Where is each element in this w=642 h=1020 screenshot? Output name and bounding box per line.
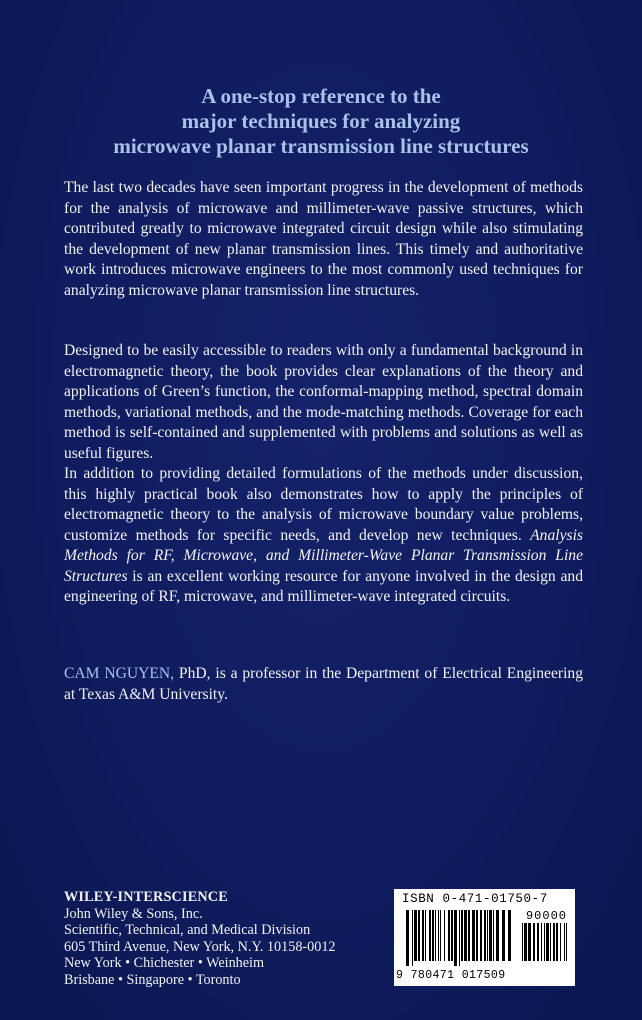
- barcode-bar: [448, 910, 450, 961]
- barcode-bar: [533, 923, 535, 961]
- barcode-bar: [440, 910, 441, 961]
- barcode-bar: [502, 910, 505, 961]
- barcode-bar: [472, 910, 475, 961]
- barcode-bar: [454, 910, 457, 966]
- barcode-bar: [444, 910, 445, 961]
- author-description: PhD, is a professor in the Department of Electrical Engineering at Texas A&M University.: [64, 665, 584, 703]
- barcode-bar: [406, 910, 409, 966]
- barcode-bar: [560, 923, 561, 961]
- cover-headline: [60, 84, 582, 159]
- barcode-bar: [461, 910, 463, 961]
- barcode-bar: [522, 923, 523, 961]
- publisher-line-2: Scientific, Technical, and Medical Division: [64, 922, 311, 939]
- barcode-bar: [489, 910, 492, 961]
- barcode-bar: [528, 923, 531, 961]
- barcode-bar: [476, 910, 478, 961]
- barcode-bar: [418, 910, 420, 961]
- barcode-bar: [414, 910, 417, 961]
- barcode-bar: [550, 923, 551, 961]
- barcode-bar: [556, 923, 558, 961]
- barcode-bar: [459, 910, 460, 966]
- publisher-line-3: 605 Third Avenue, New York, N.Y. 10158-0012: [64, 938, 336, 955]
- paragraph-text: Designed to be easily accessible to readers with only a fundamental background in electromagnetic theory, the book provides clear explanations of the theory and applications of Green’s function, the conformal-mapping method, spectral domain methods, variational methods, and the mode-matching methods. Coverage for each method is self-contained and supplemented with problems and solutions as well as useful figures.: [64, 342, 583, 462]
- barcode-bar: [553, 923, 555, 961]
- headline-line-3: microwave planar transmission line structures: [113, 134, 529, 158]
- barcode-bar: [484, 910, 486, 961]
- description-paragraph-1: [64, 178, 583, 317]
- publisher-line-5: Brisbane • Singapore • Toronto: [64, 971, 241, 988]
- barcode-bar: [546, 923, 549, 961]
- barcode-bar: [480, 910, 482, 961]
- author-bio: [64, 664, 583, 721]
- barcode-bars: [406, 910, 514, 966]
- publisher-block: [64, 889, 336, 989]
- barcode-bar: [537, 923, 539, 961]
- headline-line-2: major techniques for analyzing: [181, 109, 461, 133]
- ean-digits: 9 780471 017509: [396, 969, 506, 982]
- barcode-bar: [425, 910, 426, 961]
- barcode-bar: [566, 923, 567, 961]
- barcode-bar: [541, 923, 542, 961]
- barcode-bar: [432, 910, 434, 961]
- paragraph-text: The last two decades have seen important progress in the development of methods for the analysis of microwave and millimeter-wave passive structures, which contributed greatly to microwave integrated circuit design while also stimulating the development of new planar transmission lines. This timely and authoritative work introduces microwave engineers to the most commonly used techniques for analyzing microwave planar transmission line structures.: [64, 179, 583, 299]
- description-paragraph-2: [64, 341, 583, 480]
- bio-text: [64, 664, 583, 705]
- barcode-bar: [508, 910, 511, 961]
- headline-line-1: A one-stop reference to the: [201, 84, 441, 108]
- barcode-bar: [422, 910, 424, 961]
- author-name: CAM NGUYEN,: [64, 665, 175, 682]
- isbn-number: ISBN 0-471-01750-7: [402, 892, 548, 906]
- barcode-bar: [468, 910, 470, 961]
- barcode-bar: [544, 923, 545, 961]
- paragraph-start: In addition to providing detailed formulations of the methods under discussion, this highly practical book also demonstrates how to apply the principles of electromagnetic theory to the analysis of microwave boundary value problems, customize methods for specific needs, and develop new techniques.: [64, 465, 583, 544]
- barcode-bar: [464, 910, 467, 961]
- barcode-bar: [438, 910, 439, 961]
- publisher-line-4: New York • Chichester • Weinheim: [64, 955, 265, 972]
- barcode-bar: [564, 923, 565, 961]
- barcode-bar: [451, 910, 453, 961]
- barcode-bar: [487, 910, 488, 961]
- barcode-bar: [493, 910, 494, 961]
- addon-barcode-bars: [522, 923, 568, 966]
- paragraph-end: is an excellent working resource for anyone involved in the design and engineering of RF, microwave, and millimeter-wave integrated circuits.: [64, 567, 583, 605]
- description-paragraph-3: [64, 464, 583, 624]
- publisher-line-1: John Wiley & Sons, Inc.: [64, 905, 203, 922]
- paragraph-text: [64, 464, 583, 608]
- barcode-bar: [435, 910, 436, 961]
- publisher-imprint: WILEY-INTERSCIENCE: [64, 889, 228, 905]
- book-title-italic: Analysis Methods for RF, Microwave, and Millimeter-Wave Planar Transmission Line Structures: [64, 526, 583, 585]
- barcode-bar: [412, 910, 413, 966]
- barcode-bar: [496, 910, 499, 961]
- barcode-bar: [524, 923, 527, 961]
- isbn-barcode: [394, 889, 575, 986]
- barcode-bar: [429, 910, 431, 961]
- addon-digits: 90000: [525, 909, 567, 923]
